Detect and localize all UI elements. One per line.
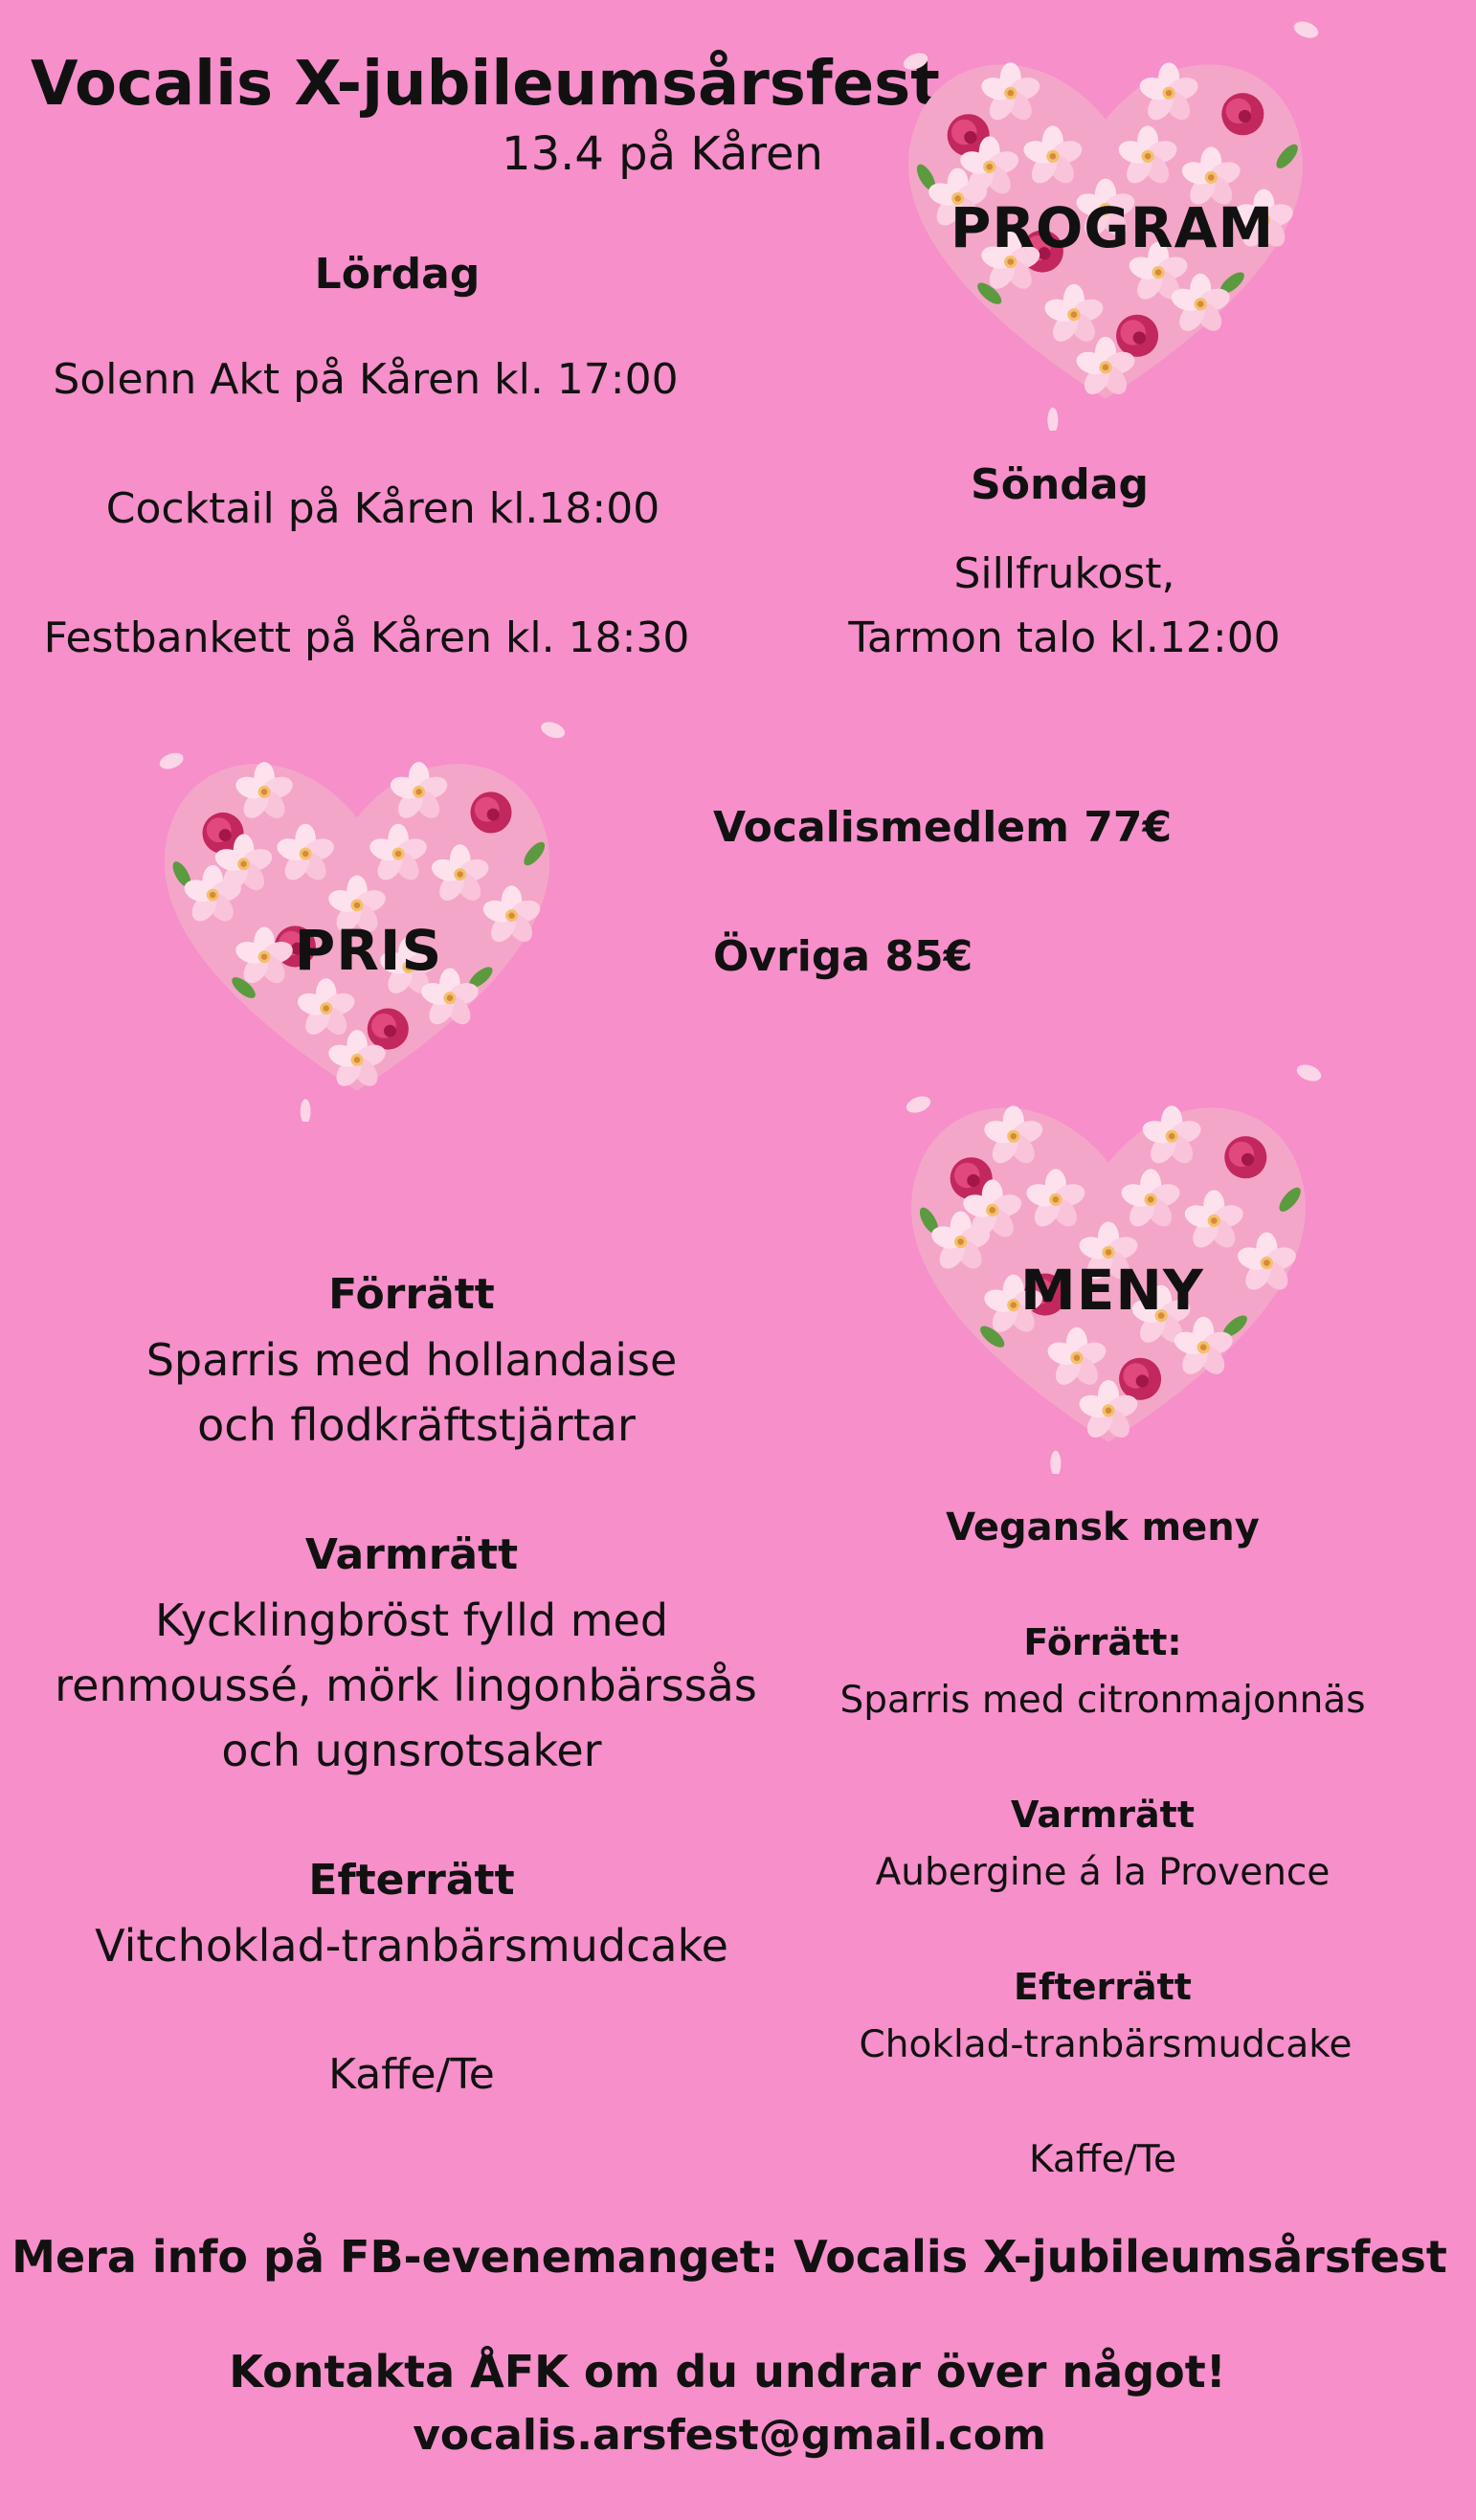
vegan-dessert-line: Choklad-tranbärsmudcake: [859, 2023, 1353, 2066]
vegan-starter-title: Förrätt:: [1023, 1621, 1182, 1663]
program-item-1: Solenn Akt på Kåren kl. 17:00: [53, 355, 679, 404]
vegan-title: Vegansk meny: [946, 1505, 1260, 1550]
price-others: Övriga 85€: [713, 932, 973, 981]
program-item-3: Festbankett på Kåren kl. 18:30: [43, 613, 690, 662]
dessert-line: Vitchoklad-tranbärsmudcake: [95, 1920, 728, 1972]
vegan-dessert-title: Efterrätt: [1014, 1966, 1192, 2008]
footer-contact: Kontakta ÅFK om du undrar över något!: [229, 2346, 1226, 2397]
main-title: Varmrätt: [304, 1530, 519, 1579]
page-title: Vocalis X-jubileumsårsfest: [31, 49, 940, 120]
contact-email-link[interactable]: vocalis.arsfest@gmail.com: [413, 2411, 1046, 2460]
dessert-title: Efterrätt: [308, 1856, 515, 1905]
vegan-starter-line: Sparris med citronmajonnäs: [839, 1679, 1366, 1722]
program-heading: PROGRAM: [950, 195, 1275, 260]
sunday-line-1: Sillfrukost,: [953, 549, 1175, 598]
starter-title: Förrätt: [328, 1270, 495, 1319]
price-member: Vocalismedlem 77€: [713, 803, 1173, 852]
menu-heading: MENY: [1020, 1258, 1204, 1323]
vegan-main-title: Varmrätt: [1010, 1794, 1196, 1836]
starter-line-1: Sparris med hollandaise: [145, 1334, 678, 1386]
coffee-line: Kaffe/Te: [328, 2050, 495, 2099]
sunday-day: Söndag: [971, 460, 1149, 509]
starter-line-2: och flodkräftstjärtar: [197, 1399, 636, 1451]
main-line-2: renmoussé, mörk lingonbärssås: [55, 1660, 757, 1711]
vegan-main-line: Aubergine á la Provence: [875, 1851, 1331, 1894]
program-item-2: Cocktail på Kåren kl.18:00: [105, 484, 660, 533]
page-subtitle: 13.4 på Kåren: [502, 127, 823, 181]
price-heading: PRIS: [294, 918, 443, 983]
main-line-1: Kycklingbröst fylld med: [154, 1595, 669, 1646]
saturday-day: Lördag: [314, 250, 481, 299]
main-line-3: och ugnsrotsaker: [221, 1725, 602, 1776]
footer-info: Mera info på FB-evenemanget: Vocalis X-jubileumsårsfest: [11, 2231, 1447, 2283]
sunday-line-2: Tarmon talo kl.12:00: [848, 613, 1281, 662]
vegan-coffee-line: Kaffe/Te: [1029, 2138, 1176, 2181]
